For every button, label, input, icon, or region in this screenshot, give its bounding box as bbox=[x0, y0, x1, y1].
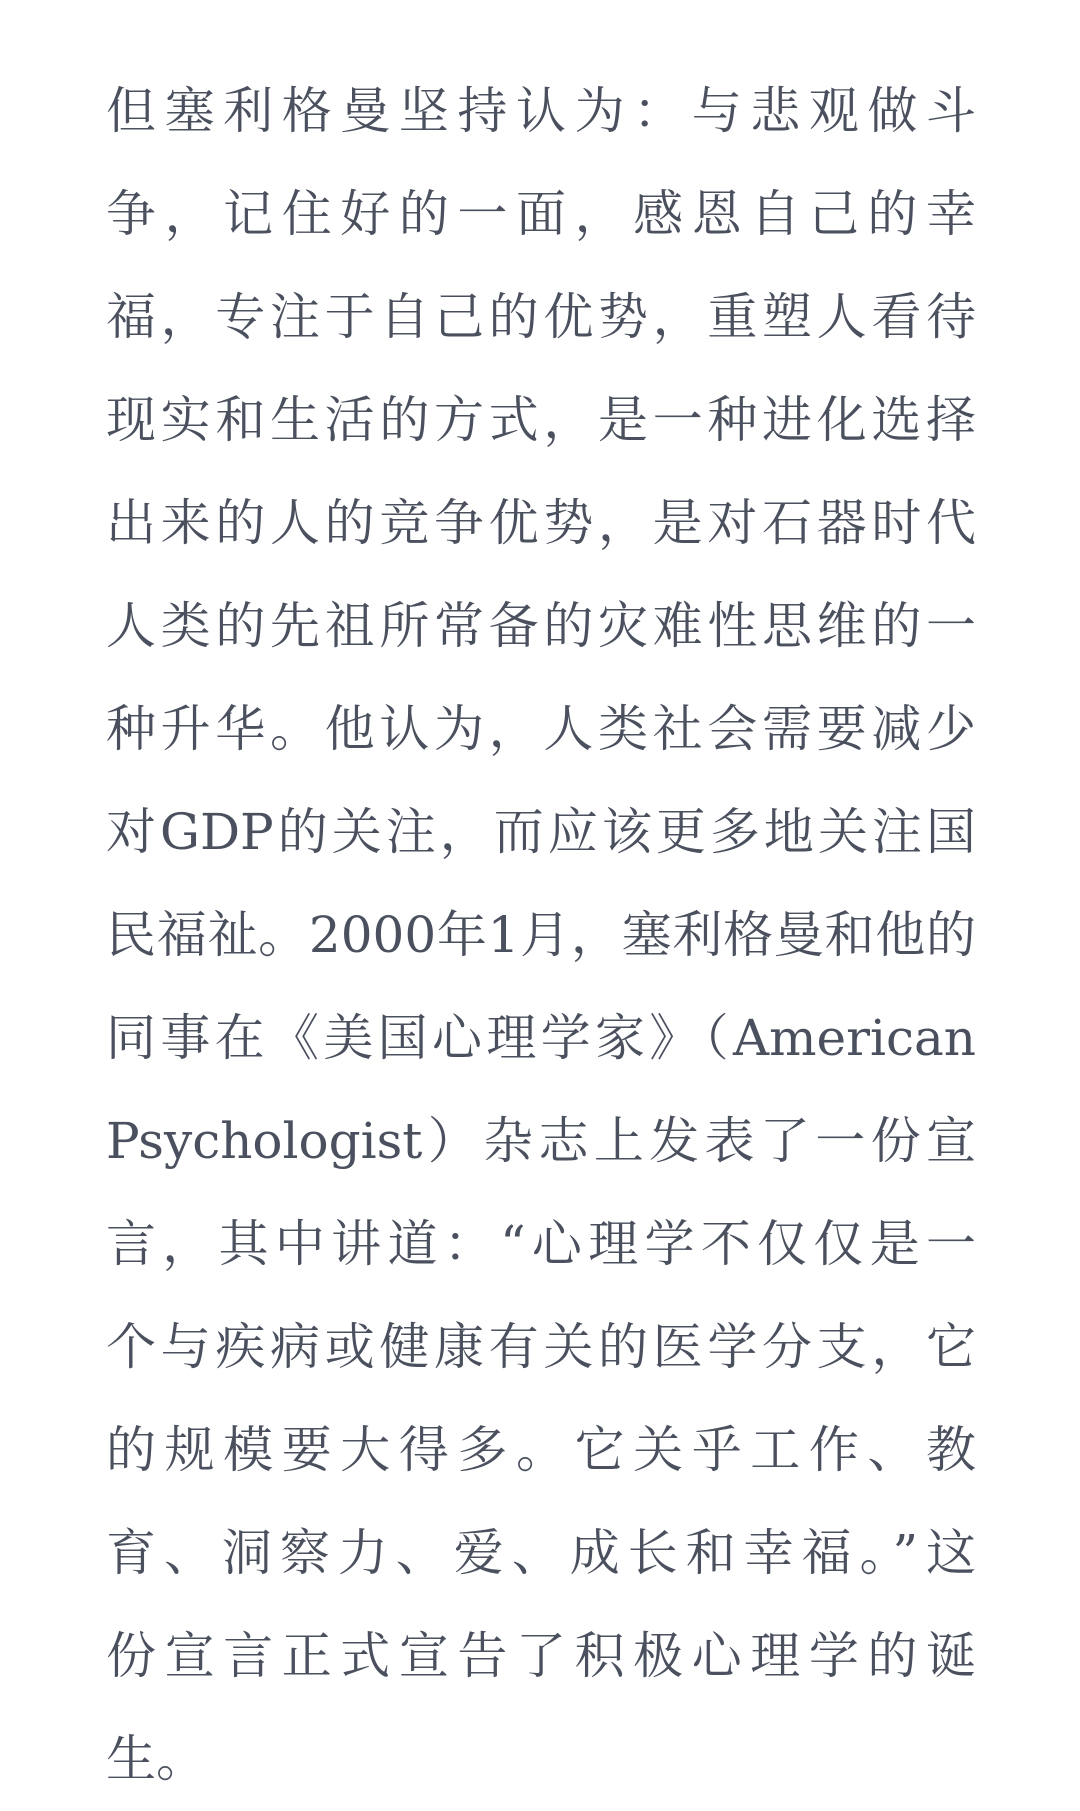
text-line: 福，专注于自己的优势，重塑人看待 bbox=[106, 288, 976, 346]
text-line: 生。 bbox=[106, 1730, 206, 1788]
text-line: 同事在《美国心理学家》（American bbox=[106, 1009, 976, 1067]
text-line: 争，记住好的一面，感恩自己的幸 bbox=[106, 185, 976, 243]
text-line: 的规模要大得多。它关乎工作、教 bbox=[106, 1421, 976, 1479]
text-line: 民福祉。2000年1月，塞利格曼和他的 bbox=[106, 906, 976, 964]
text-line: 但塞利格曼坚持认为：与悲观做斗 bbox=[106, 82, 976, 140]
text-line: 份宣言正式宣告了积极心理学的诞 bbox=[106, 1627, 976, 1685]
text-line: Psychologist）杂志上发表了一份宣 bbox=[106, 1112, 976, 1170]
text-line: 人类的先祖所常备的灾难性思维的一 bbox=[106, 597, 976, 655]
text-line: 个与疾病或健康有关的医学分支，它 bbox=[106, 1318, 976, 1376]
text-line: 种升华。他认为，人类社会需要减少 bbox=[106, 700, 976, 758]
text-line: 出来的人的竞争优势，是对石器时代 bbox=[106, 494, 976, 552]
reading-page bbox=[106, 60, 976, 1811]
text-line: 育、洞察力、爱、成长和幸福。”这 bbox=[106, 1524, 976, 1582]
text-line: 言，其中讲道：“心理学不仅仅是一 bbox=[106, 1215, 976, 1273]
text-line: 现实和生活的方式，是一种进化选择 bbox=[106, 391, 976, 449]
text-line: 对GDP的关注，而应该更多地关注国 bbox=[106, 803, 976, 861]
